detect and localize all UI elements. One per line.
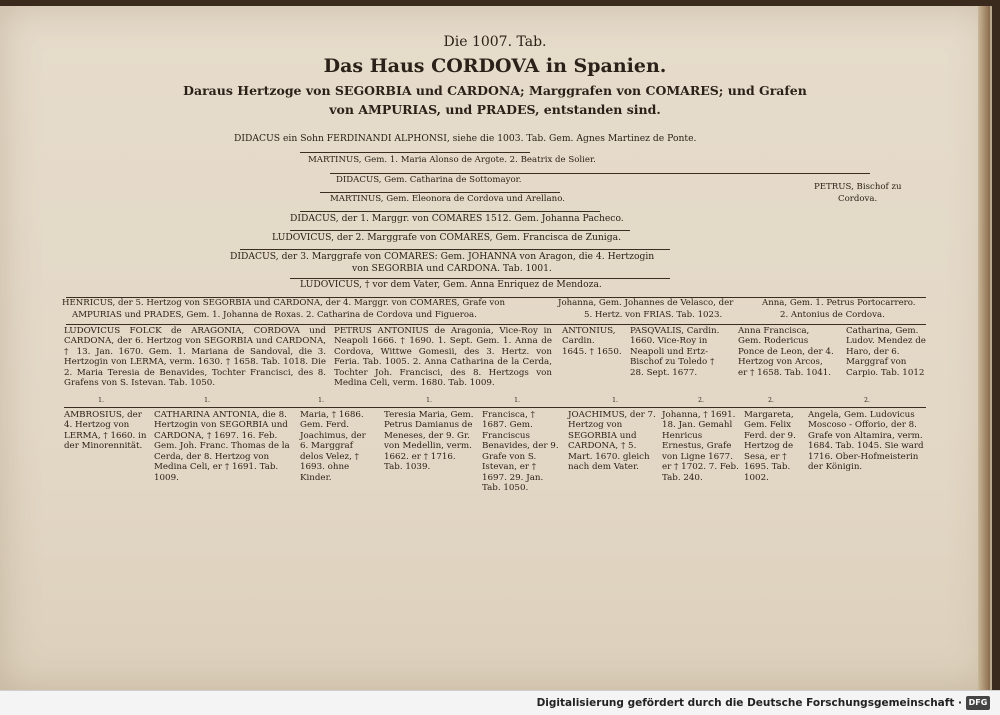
- gen10-ludovicus-folck: LUDOVICUS FOLCK de ARAGONIA, CORDOVA und CARDONA, der 6. Hertzog von SEGORBIA und CARDONA, † 13. Jan. 1670. Gem. 1. Mariana de Sandoval, die 3. Hertzogin von LERMA, verm. 1630. † 1658. Tab. 1018. Die 2. Maria Teresia de Benavides, Tochter Francisci, des 8. Grafens von S. Istevan. Tab. 1050.: [64, 326, 326, 389]
- gen11-marker: 2.: [864, 397, 870, 404]
- gen9-henricus: HENRICUS, der 5. Hertzog von SEGORBIA und CARDONA, der 4. Marggr. von COMARES, Grafe von: [62, 298, 505, 308]
- gen9-anna-cont: 2. Antonius de Cordova.: [780, 310, 885, 320]
- rule: [66, 324, 926, 325]
- gen6-ludovicus: LUDOVICUS, der 2. Marggrafe von COMARES, Gem. Francisca de Zuniga.: [272, 232, 622, 243]
- gen11-marker: 1.: [98, 397, 104, 404]
- gen4-petrus-cont: Cordova.: [838, 194, 878, 204]
- gen7-didacus: DIDACUS, der 3. Marggrafe von COMARES: Gem. JOHANNA von Aragon, die 4. Hertzogin: [230, 251, 655, 262]
- gen10-catharina: Catharina, Gem. Ludov. Mendez de Haro, der 6. Marggraf von Carpio. Tab. 1012: [846, 326, 926, 378]
- rule: [64, 407, 926, 408]
- gen5-didacus: DIDACUS, der 1. Marggr. von COMARES 1512. Gem. Johanna Pacheco.: [290, 213, 624, 224]
- gen11-marker: 1.: [514, 397, 520, 404]
- gen3-didacus: DIDACUS, Gem. Catharina de Sottomayor.: [336, 175, 522, 185]
- rule: [240, 249, 670, 250]
- gen1-didacus: DIDACUS ein Sohn FERDINANDI ALPHONSI, siehe die 1003. Tab. Gem. Agnes Martinez de Ponte.: [234, 133, 697, 144]
- gen11-johanna: Johanna, † 1691. 18. Jan. Gemahl Henricus Ernestus, Grafe von Ligne 1677. er † 1702. 7. Feb. Tab. 240.: [662, 410, 739, 483]
- gen11-marker: 1.: [318, 397, 324, 404]
- page-edge: [978, 6, 990, 690]
- rule: [320, 192, 560, 193]
- gen11-catharina-antonia: CATHARINA ANTONIA, die 8. Hertzogin von SEGORBIA und CARDONA, † 1697. 16. Feb. Gem. Joh. Franc. Thomas de la Cerda, der 8. Hertzog von Medina Celi, er † 1691. Tab. 1009.: [154, 410, 290, 483]
- gen11-marker: 1.: [612, 397, 618, 404]
- gen9-anna: Anna, Gem. 1. Petrus Portocarrero.: [762, 298, 916, 308]
- gen11-teresia-maria: Teresia Maria, Gem. Petrus Damianus de Meneses, der 9. Gr. von Medellin, verm. 1662. er † 1716. Tab. 1039.: [384, 410, 474, 473]
- gen11-francisca: Francisca, † 1687. Gem. Franciscus Benavides, der 9. Grafe von S. Istevan, er † 1697. 29. Jan. Tab. 1050.: [482, 410, 559, 494]
- footer-bar: [0, 690, 1000, 715]
- gen2-martinus: MARTINUS, Gem. 1. Maria Alonso de Argote. 2. Beatrix de Solier.: [308, 155, 596, 165]
- gen11-margareta: Margareta, Gem. Felix Ferd. der 9. Hertzog de Sesa, er † 1695. Tab. 1002.: [744, 410, 796, 483]
- gen11-joachimus: JOACHIMUS, der 7. Hertzog von SEGORBIA und CARDONA, † 5. Mart. 1670. gleich nach dem Vater.: [568, 410, 656, 473]
- subtitle-line-2: von AMPURIAS, und PRADES, entstanden sind.: [329, 102, 661, 117]
- gen11-angela: Angela, Gem. Ludovicus Moscoso - Offorio, der 8. Grafe von Altamira, verm. 1684. Tab. 1045. Sie ward 1716. Ober-Hofmeisterin der Königin.: [808, 410, 924, 473]
- subtitle-line-1: Daraus Hertzoge von SEGORBIA und CARDONA; Marggrafen von COMARES; und Grafen: [183, 83, 807, 98]
- dfg-logo: DFG: [966, 696, 990, 710]
- gen11-maria: Maria, † 1686. Gem. Ferd. Joachimus, der 6. Marggraf delos Velez, † 1693. ohne Kinder.: [300, 410, 366, 483]
- page-title: Das Haus CORDOVA in Spanien.: [323, 55, 667, 77]
- gen11-marker: 1.: [426, 397, 432, 404]
- gen11-marker: 1.: [204, 397, 210, 404]
- gen10-anna-francisca: Anna Francisca, Gem. Rodericus Ponce de Leon, der 4. Hertzog von Arcos, er † 1658. Tab. 1041.: [738, 326, 834, 378]
- rule: [300, 152, 530, 153]
- gen9-johanna-cont: 5. Hertz. von FRIAS. Tab. 1023.: [584, 310, 723, 320]
- footer-credit: Digitalisierung gefördert durch die Deutsche Forschungsgemeinschaft ·: [536, 697, 962, 709]
- rule: [330, 173, 870, 174]
- gen11-ambrosius: AMBROSIUS, der 4. Hertzog von LERMA, † 1660. in der Minorennität.: [64, 410, 147, 452]
- gen11-marker: 2.: [698, 397, 704, 404]
- rule: [300, 211, 600, 212]
- gen10-antonius: ANTONIUS, Cardin. 1645. † 1650.: [562, 326, 622, 357]
- rule: [290, 230, 630, 231]
- table-number: Die 1007. Tab.: [443, 34, 547, 50]
- gen10-petrus-antonius: PETRUS ANTONIUS de Aragonia, Vice-Roy in Neapoli 1666. † 1690. 1. Sept. Gem. 1. Anna de Cordova, Wittwe Gomesii, des 3. Hertz. von Feria. Tab. 1005. 2. Anna Catharina de la Cerda, Tochter Joh. Francisci, des 8. Hertzogs von Medina Celi, verm. 1680. Tab. 1009.: [334, 326, 552, 389]
- gen11-marker: 2.: [768, 397, 774, 404]
- gen4-petrus: PETRUS, Bischof zu: [814, 182, 902, 192]
- gen9-johanna: Johanna, Gem. Johannes de Velasco, der: [558, 298, 734, 308]
- document-page: [0, 6, 992, 690]
- gen8-ludovicus: LUDOVICUS, † vor dem Vater, Gem. Anna Enriquez de Mendoza.: [300, 279, 602, 290]
- gen4-martinus: MARTINUS, Gem. Eleonora de Cordova und Arellano.: [330, 194, 565, 204]
- gen10-pasqvalis: PASQVALIS, Cardin. 1660. Vice-Roy in Neapoli und Ertz-Bischof zu Toledo † 28. Sept. 1677.: [630, 326, 720, 378]
- gen7-didacus-cont: von SEGORBIA und CARDONA. Tab. 1001.: [352, 263, 552, 274]
- gen9-henricus-cont: AMPURIAS und PRADES, Gem. 1. Johanna de Roxas. 2. Catharina de Cordova und Figueroa.: [72, 310, 477, 320]
